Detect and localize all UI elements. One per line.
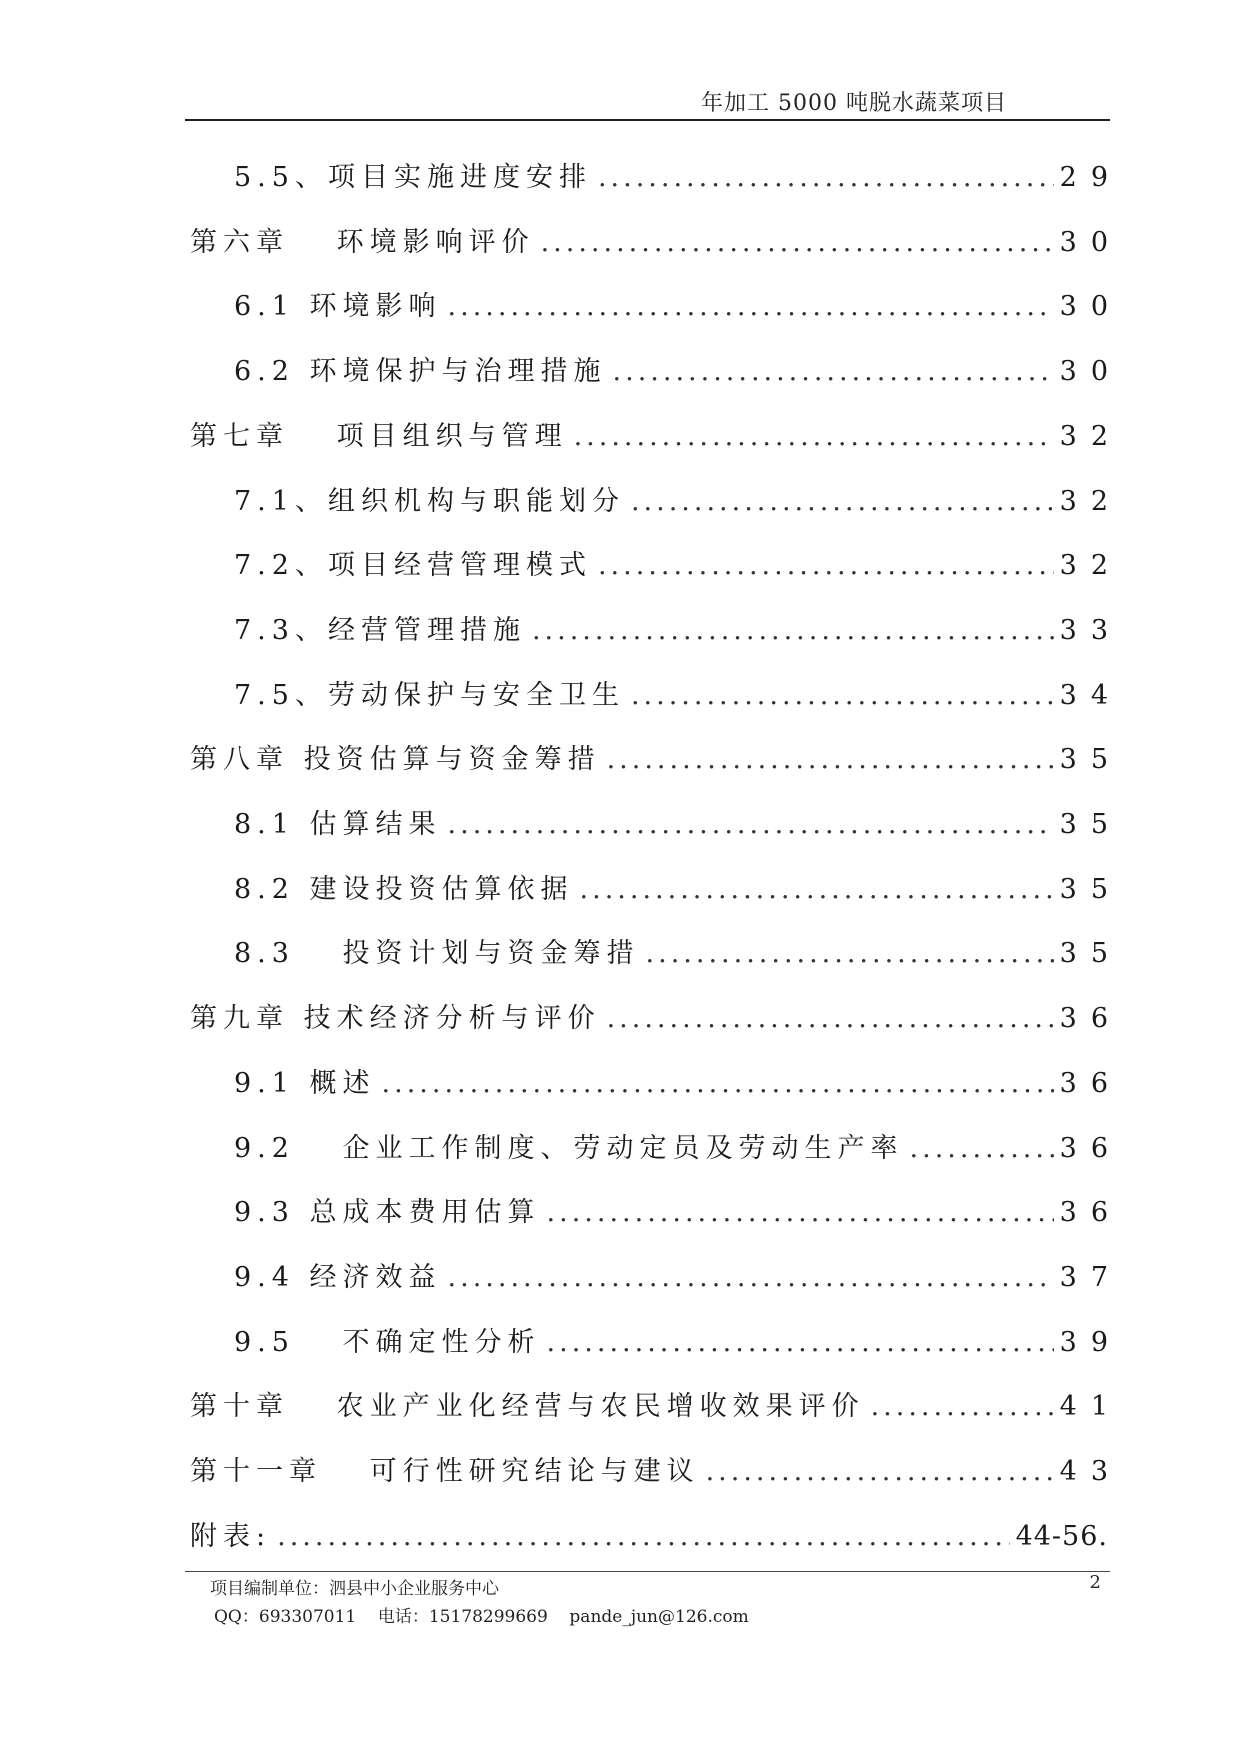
toc-entry-page: 41 <box>1059 1391 1122 1422</box>
dot-leader <box>607 999 1054 1039</box>
toc-entry-page: 44-56. <box>1015 1521 1108 1552</box>
dot-leader <box>607 740 1054 780</box>
toc-entry[interactable] <box>234 482 1122 522</box>
toc-entry[interactable] <box>234 1193 1122 1233</box>
toc-entry[interactable] <box>190 1517 1108 1557</box>
toc-entry-label: 8.3 投资计划与资金筹措 <box>234 938 640 969</box>
dot-leader <box>598 158 1054 198</box>
toc-entry-label: 6.2 环境保护与治理措施 <box>234 356 607 387</box>
toc-entry-label: 9.4 经济效益 <box>234 1262 442 1293</box>
toc-entry-page: 36 <box>1059 1068 1122 1099</box>
toc-entry[interactable] <box>234 287 1122 327</box>
toc-entry-page: 36 <box>1059 1003 1122 1034</box>
dot-leader <box>541 223 1054 263</box>
toc-entry[interactable] <box>234 934 1122 974</box>
toc-entry[interactable] <box>234 676 1122 716</box>
toc-entry[interactable] <box>190 1452 1122 1492</box>
toc-entry-page: 32 <box>1059 550 1122 581</box>
dot-leader <box>277 1517 1009 1557</box>
toc-entry-page: 39 <box>1059 1327 1122 1358</box>
footer-contact: QQ：693307011 电话：15178299669 pande_jun@126.com <box>214 1607 749 1627</box>
dot-leader <box>448 287 1054 327</box>
toc-entry[interactable] <box>234 158 1122 198</box>
toc-entry-label: 9.5 不确定性分析 <box>234 1327 541 1358</box>
toc-entry-label: 7.2、项目经营管理模式 <box>234 550 592 581</box>
toc-entry-page: 30 <box>1059 356 1122 387</box>
toc-entry-page: 35 <box>1059 744 1122 775</box>
toc-entry-label: 8.1 估算结果 <box>234 809 442 840</box>
page-number: 2 <box>1089 1572 1101 1593</box>
dot-leader <box>613 352 1054 392</box>
dot-leader <box>871 1387 1054 1427</box>
toc-entry-label: 5.5、项目实施进度安排 <box>234 162 592 193</box>
toc-entry[interactable] <box>190 740 1122 780</box>
toc-entry[interactable] <box>234 1064 1122 1104</box>
toc-entry-page: 43 <box>1059 1456 1122 1487</box>
toc-entry-label: 第六章 环境影响评价 <box>190 227 535 258</box>
toc-entry-label: 9.2 企业工作制度、劳动定员及劳动生产率 <box>234 1133 904 1164</box>
dot-leader <box>706 1452 1054 1492</box>
toc-entry[interactable] <box>234 870 1122 910</box>
toc-entry-page: 33 <box>1059 615 1122 646</box>
dot-leader <box>646 934 1054 974</box>
dot-leader <box>547 1323 1054 1363</box>
dot-leader <box>598 546 1054 586</box>
toc-entry-page: 36 <box>1059 1197 1122 1228</box>
toc-entry-label: 8.2 建设投资估算依据 <box>234 874 574 905</box>
footer-unit: 项目编制单位：泗县中小企业服务中心 <box>210 1579 499 1599</box>
toc-entry-page: 36 <box>1059 1133 1122 1164</box>
dot-leader <box>580 870 1054 910</box>
dot-leader <box>631 482 1054 522</box>
dot-leader <box>910 1129 1054 1169</box>
toc-entry-page: 35 <box>1059 809 1122 840</box>
toc-entry-page: 30 <box>1059 291 1122 322</box>
toc-entry[interactable] <box>234 352 1122 392</box>
toc-entry-label: 6.1 环境影响 <box>234 291 442 322</box>
toc-entry[interactable] <box>190 1387 1122 1427</box>
toc-entry-page: 29 <box>1059 162 1122 193</box>
toc-entry-page: 32 <box>1059 421 1122 452</box>
toc-entry-page: 37 <box>1059 1262 1122 1293</box>
toc-entry-page: 30 <box>1059 227 1122 258</box>
toc-entry[interactable] <box>190 223 1122 263</box>
toc-entry-label: 7.3、经营管理措施 <box>234 615 526 646</box>
footer-divider <box>185 1571 1110 1572</box>
dot-leader <box>532 611 1054 651</box>
toc-entry[interactable] <box>190 999 1122 1039</box>
toc-entry-label: 第十章 农业产业化经营与农民增收效果评价 <box>190 1391 865 1422</box>
toc-entry[interactable] <box>234 1258 1122 1298</box>
toc-entry-page: 32 <box>1059 486 1122 517</box>
document-title: 年加工 5000 吨脱水蔬菜项目 <box>701 91 1007 116</box>
toc-entry-label: 9.1 概述 <box>234 1068 376 1099</box>
dot-leader <box>631 676 1054 716</box>
dot-leader <box>382 1064 1054 1104</box>
toc-entry-page: 34 <box>1059 680 1122 711</box>
toc-entry[interactable] <box>234 611 1122 651</box>
toc-entry-label: 附表: <box>190 1521 272 1552</box>
toc-entry-label: 第十一章 可行性研究结论与建议 <box>190 1456 700 1487</box>
dot-leader <box>448 805 1054 845</box>
toc-entry-label: 第九章 技术经济分析与评价 <box>190 1003 601 1034</box>
toc-entry[interactable] <box>234 805 1122 845</box>
dot-leader <box>448 1258 1054 1298</box>
toc-entry[interactable] <box>190 417 1122 457</box>
toc-entry-page: 35 <box>1059 938 1122 969</box>
toc-entry-label: 9.3 总成本费用估算 <box>234 1197 541 1228</box>
toc-entry-label: 7.1、组织机构与职能划分 <box>234 486 625 517</box>
dot-leader <box>574 417 1054 457</box>
toc-entry[interactable] <box>234 1323 1122 1363</box>
toc-entry[interactable] <box>234 1129 1122 1169</box>
toc-entry-label: 7.5、劳动保护与安全卫生 <box>234 680 625 711</box>
dot-leader <box>547 1193 1054 1233</box>
toc-entry-label: 第八章 投资估算与资金筹措 <box>190 744 601 775</box>
toc-entry-label: 第七章 项目组织与管理 <box>190 421 568 452</box>
toc-entry[interactable] <box>234 546 1122 586</box>
toc-entry-page: 35 <box>1059 874 1122 905</box>
